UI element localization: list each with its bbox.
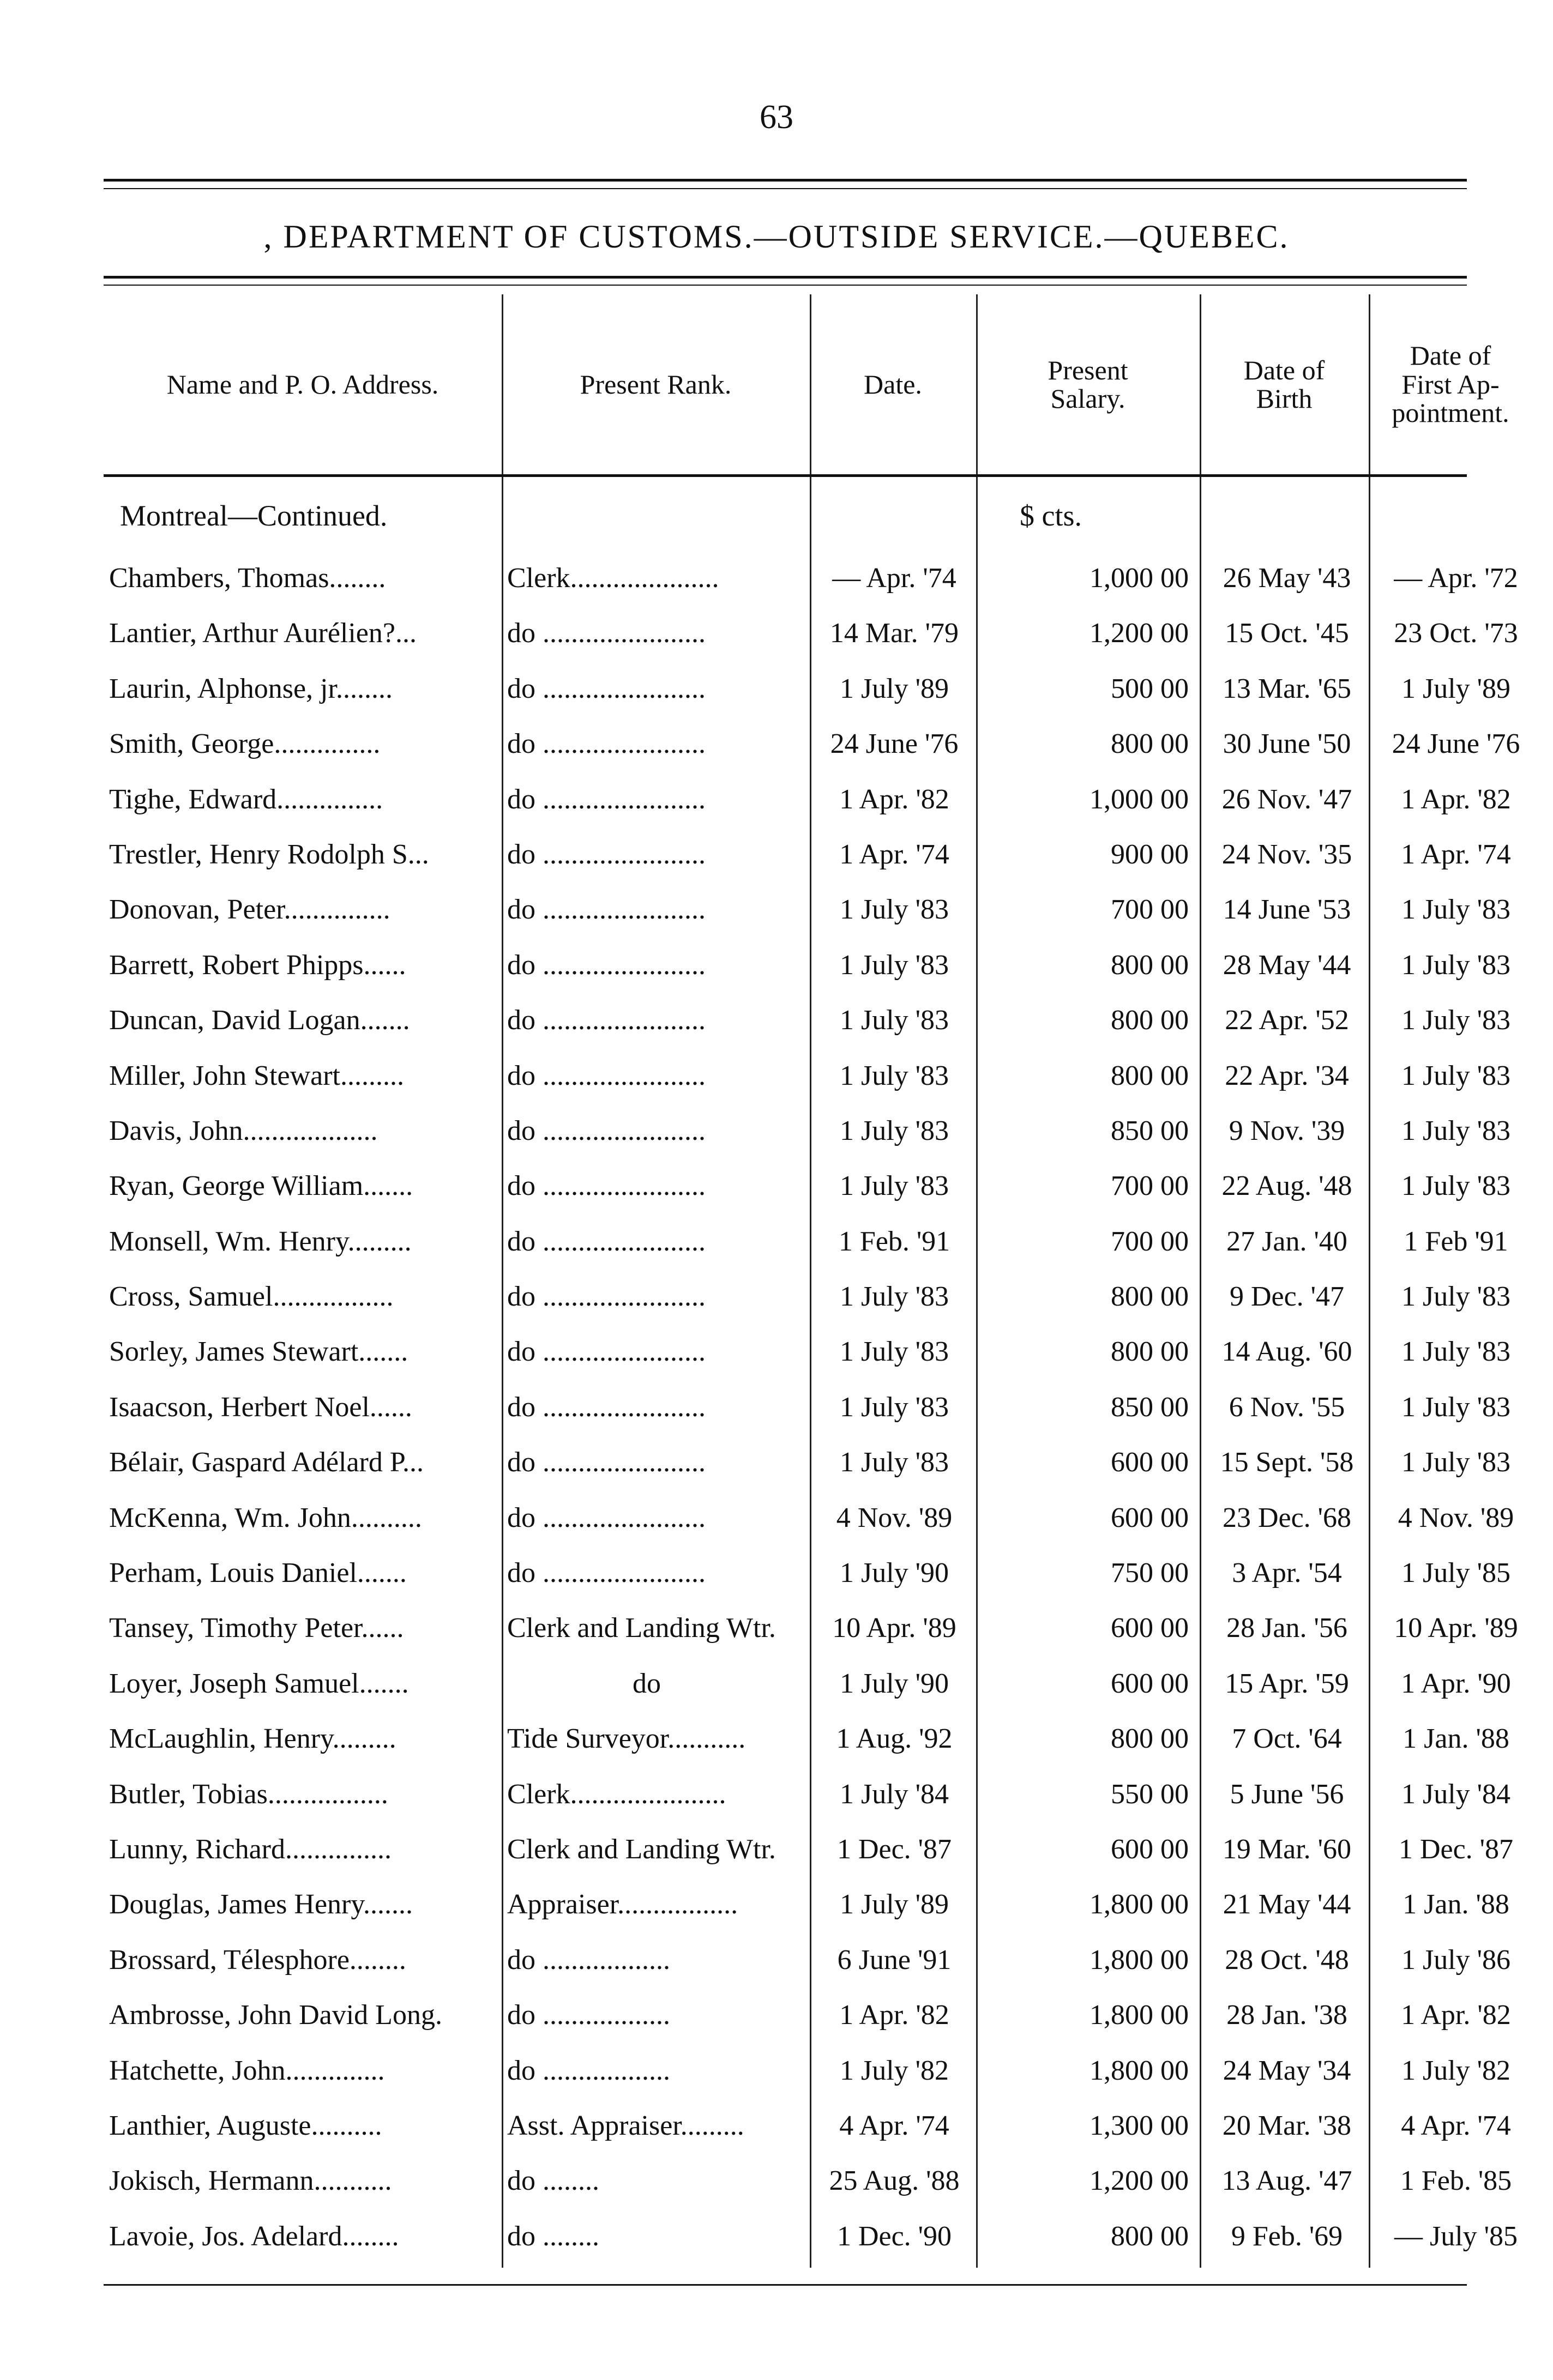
bottom-rule <box>104 2284 1467 2286</box>
cell-name: Tighe, Edward............... <box>109 783 383 815</box>
cell-birth: 20 Mar. '38 <box>1222 2110 1352 2141</box>
section-label: Montreal—Continued. <box>120 499 388 532</box>
cell-rank: Asst. Appraiser......... <box>507 2110 744 2141</box>
table-row <box>104 2153 1512 2208</box>
cell-birth: 28 Jan. '56 <box>1226 1612 1347 1644</box>
cell-birth: 22 Apr. '34 <box>1225 1060 1349 1091</box>
cell-birth: 3 Apr. '54 <box>1232 1557 1342 1589</box>
cell-salary: 800 00 <box>1111 949 1189 981</box>
cell-name: Barrett, Robert Phipps...... <box>109 949 406 981</box>
cell-birth: 26 Nov. '47 <box>1221 783 1352 815</box>
cell-date: 1 July '83 <box>839 1336 949 1368</box>
cell-rank: do ........ <box>507 2165 599 2197</box>
cell-first: 1 Apr. '82 <box>1401 783 1511 815</box>
cell-first: 4 Apr. '74 <box>1401 2110 1511 2141</box>
cell-rank: do .................. <box>507 2055 670 2086</box>
cell-date: 4 Apr. '74 <box>839 2110 949 2141</box>
cell-salary: 1,800 00 <box>1089 1889 1189 1920</box>
cell-rank: do ....................... <box>507 1005 706 1036</box>
cell-salary: 600 00 <box>1111 1668 1189 1699</box>
cell-salary: 700 00 <box>1111 1170 1189 1202</box>
cell-salary: 800 00 <box>1111 1060 1189 1091</box>
cell-rank: do ....................... <box>507 838 706 870</box>
heading-rule <box>104 276 1467 279</box>
cell-salary: 850 00 <box>1111 1391 1189 1423</box>
cell-salary: 1,000 00 <box>1089 783 1189 815</box>
cell-birth: 19 Mar. '60 <box>1222 1833 1352 1865</box>
cell-birth: 13 Mar. '65 <box>1222 673 1352 704</box>
cell-salary: 850 00 <box>1111 1115 1189 1146</box>
table-row <box>104 1324 1511 1379</box>
table-row <box>104 1822 1514 1877</box>
cell-first: 1 Feb. '85 <box>1400 2165 1512 2197</box>
cell-birth: 9 Feb. '69 <box>1231 2220 1343 2252</box>
table-row <box>104 1656 1511 1711</box>
cell-date: 1 Apr. '74 <box>839 838 949 870</box>
table-row <box>104 1435 1511 1490</box>
table-row <box>104 938 1511 993</box>
table-row <box>104 2098 1511 2153</box>
cell-date: 6 June '91 <box>837 1944 952 1976</box>
cell-date: 1 July '89 <box>839 673 949 704</box>
cell-birth: 15 Apr. '59 <box>1225 1668 1349 1699</box>
cell-name: Smith, George............... <box>109 728 381 760</box>
cell-birth: 23 Dec. '68 <box>1222 1502 1352 1533</box>
table-row <box>104 661 1511 716</box>
table-row <box>104 1269 1511 1324</box>
cell-rank: Clerk and Landing Wtr. <box>507 1612 776 1644</box>
table-row <box>104 2043 1511 2098</box>
cell-birth: 30 June '50 <box>1223 728 1351 760</box>
cell-name: Butler, Tobias................. <box>109 1778 388 1810</box>
cell-salary: 800 00 <box>1111 1281 1189 1313</box>
table-row <box>104 772 1511 827</box>
cell-birth: 7 Oct. '64 <box>1232 1723 1342 1755</box>
cell-salary: 800 00 <box>1111 1336 1189 1368</box>
cell-first: 1 July '86 <box>1401 1944 1511 1976</box>
top-rule <box>104 179 1467 182</box>
table-row <box>104 1545 1511 1600</box>
cell-first: 1 July '83 <box>1401 1336 1511 1368</box>
cell-rank: do ....................... <box>507 673 706 704</box>
cell-salary: 700 00 <box>1111 894 1189 926</box>
cell-first: 1 Apr. '82 <box>1401 2000 1511 2031</box>
cell-first: 1 July '83 <box>1401 1281 1511 1313</box>
cell-date: 25 Aug. '88 <box>829 2165 960 2197</box>
cell-rank: Appraiser................. <box>507 1889 738 1920</box>
table-row <box>104 1767 1511 1822</box>
cell-rank: do ....................... <box>507 1060 706 1091</box>
cell-birth: 28 Oct. '48 <box>1225 1944 1349 1976</box>
cell-name: Douglas, James Henry....... <box>109 1889 413 1920</box>
table-row <box>104 1932 1511 1988</box>
cell-name: Miller, John Stewart......... <box>109 1060 404 1091</box>
cell-salary: 500 00 <box>1111 673 1189 704</box>
cell-date: 4 Nov. '89 <box>836 1502 953 1533</box>
table-row <box>104 1877 1509 1932</box>
cell-birth: 24 May '34 <box>1223 2055 1351 2086</box>
cell-date: 14 Mar. '79 <box>829 618 959 649</box>
page-number: 63 <box>760 99 793 136</box>
cell-rank: do <box>633 1668 661 1699</box>
table-row <box>104 993 1511 1048</box>
cell-date: 1 Apr. '82 <box>839 2000 949 2031</box>
table-row <box>104 551 1518 606</box>
table-row <box>104 1048 1511 1103</box>
cell-name: Bélair, Gaspard Adélard P... <box>109 1447 424 1478</box>
cell-name: Ambrosse, John David Long. <box>109 2000 442 2031</box>
cell-first: 1 July '83 <box>1401 1060 1511 1091</box>
cell-date: 1 July '83 <box>839 894 949 926</box>
top-rule-thin <box>104 188 1467 189</box>
cell-first: 1 July '83 <box>1401 1005 1511 1036</box>
cell-name: Perham, Louis Daniel....... <box>109 1557 407 1589</box>
cell-date: 1 July '90 <box>839 1557 949 1589</box>
salary-units: $ cts. <box>1020 499 1082 532</box>
cell-salary: 750 00 <box>1111 1557 1189 1589</box>
cell-salary: 600 00 <box>1111 1612 1189 1644</box>
department-heading: , DEPARTMENT OF CUSTOMS.—OUTSIDE SERVICE.—QUEBEC. <box>263 219 1290 255</box>
cell-rank: Clerk...................... <box>507 1778 726 1810</box>
cell-birth: 24 Nov. '35 <box>1221 838 1352 870</box>
cell-first: 10 Apr. '89 <box>1394 1612 1518 1644</box>
cell-birth: 21 May '44 <box>1223 1889 1351 1920</box>
cell-salary: 550 00 <box>1111 1778 1189 1810</box>
cell-date: — Apr. '74 <box>832 563 956 594</box>
cell-name: Laurin, Alphonse, jr........ <box>109 673 393 704</box>
cell-salary: 800 00 <box>1111 1005 1189 1036</box>
cell-salary: 1,800 00 <box>1089 2000 1189 2031</box>
cell-salary: 600 00 <box>1111 1502 1189 1533</box>
header-date: Date. <box>864 369 922 400</box>
header-rank: Present Rank. <box>580 369 732 400</box>
cell-salary: 1,200 00 <box>1089 618 1189 649</box>
cell-salary: 1,800 00 <box>1089 1944 1189 1976</box>
cell-first: 1 July '83 <box>1401 1170 1511 1202</box>
cell-birth: 28 Jan. '38 <box>1226 2000 1347 2031</box>
cell-date: 1 July '83 <box>839 1115 949 1146</box>
cell-first: 1 Jan. '88 <box>1402 1723 1509 1755</box>
cell-birth: 22 Aug. '48 <box>1221 1170 1352 1202</box>
cell-name: Jokisch, Hermann........... <box>109 2165 392 2197</box>
cell-rank: do ....................... <box>507 1336 706 1368</box>
cell-first: 1 July '83 <box>1401 894 1511 926</box>
cell-rank: do .................. <box>507 2000 670 2031</box>
cell-salary: 700 00 <box>1111 1225 1189 1257</box>
cell-first: 1 July '83 <box>1401 1447 1511 1478</box>
table-row <box>104 606 1518 661</box>
cell-salary: 800 00 <box>1111 2220 1189 2252</box>
cell-first: 1 July '85 <box>1401 1557 1511 1589</box>
table-row <box>104 1600 1518 1656</box>
cell-rank: do ....................... <box>507 949 706 981</box>
cell-birth: 15 Sept. '58 <box>1220 1447 1354 1478</box>
cell-salary: 600 00 <box>1111 1833 1189 1865</box>
cell-birth: 9 Nov. '39 <box>1229 1115 1345 1146</box>
cell-rank: do ....................... <box>507 1281 706 1313</box>
header-first-appointment: Date of First Ap-pointment. <box>1392 340 1509 428</box>
cell-rank: do ....................... <box>507 783 706 815</box>
cell-date: 1 Aug. '92 <box>836 1723 953 1755</box>
cell-first: 1 July '83 <box>1401 1115 1511 1146</box>
cell-first: 1 Apr. '74 <box>1401 838 1511 870</box>
cell-first: — July '85 <box>1394 2220 1518 2252</box>
cell-first: 1 July '83 <box>1401 1391 1511 1423</box>
cell-name: Lantier, Arthur Aurélien?... <box>109 618 417 649</box>
table-row <box>104 1988 1511 2043</box>
cell-rank: do ....................... <box>507 1557 706 1589</box>
table-row <box>104 1214 1508 1269</box>
cell-salary: 800 00 <box>1111 728 1189 760</box>
cell-first: 1 Feb '91 <box>1404 1225 1508 1257</box>
cell-date: 1 July '89 <box>839 1889 949 1920</box>
table-row <box>104 716 1520 771</box>
header-name: Name and P. O. Address. <box>166 369 439 400</box>
cell-name: Hatchette, John.............. <box>109 2055 385 2086</box>
table-body <box>104 551 1520 2264</box>
table-row <box>104 1490 1514 1545</box>
cell-date: 1 July '83 <box>839 1060 949 1091</box>
cell-name: Sorley, James Stewart....... <box>109 1336 408 1368</box>
cell-first: 1 Apr. '90 <box>1401 1668 1511 1699</box>
cell-first: 1 July '83 <box>1401 949 1511 981</box>
table-row <box>104 882 1511 937</box>
cell-rank: do ....................... <box>507 1115 706 1146</box>
cell-first: 24 June '76 <box>1392 728 1520 760</box>
cell-name: Trestler, Henry Rodolph S... <box>109 838 429 870</box>
cell-salary: 900 00 <box>1111 838 1189 870</box>
cell-date: 10 Apr. '89 <box>832 1612 956 1644</box>
header-birth: Date of Birth <box>1243 354 1325 414</box>
cell-name: Chambers, Thomas........ <box>109 563 386 594</box>
cell-rank: do ....................... <box>507 728 706 760</box>
cell-name: Cross, Samuel................. <box>109 1281 394 1313</box>
table-row <box>104 827 1511 882</box>
cell-name: Davis, John................... <box>109 1115 378 1146</box>
cell-rank: do ....................... <box>507 1170 706 1202</box>
cell-birth: 27 Jan. '40 <box>1226 1225 1347 1257</box>
cell-birth: 22 Apr. '52 <box>1225 1005 1349 1036</box>
cell-date: 1 July '83 <box>839 1281 949 1313</box>
table-row <box>104 1711 1509 1766</box>
cell-name: McKenna, Wm. John.......... <box>109 1502 422 1533</box>
cell-rank: Tide Surveyor........... <box>507 1723 746 1755</box>
cell-name: Donovan, Peter............... <box>109 894 390 926</box>
cell-name: Tansey, Timothy Peter...... <box>109 1612 404 1644</box>
cell-date: 1 July '83 <box>839 1170 949 1202</box>
cell-rank: do ....................... <box>507 618 706 649</box>
cell-date: 1 July '83 <box>839 1005 949 1036</box>
cell-birth: 6 Nov. '55 <box>1229 1391 1345 1423</box>
cell-rank: do ....................... <box>507 1391 706 1423</box>
cell-date: 1 July '84 <box>839 1778 949 1810</box>
cell-name: Monsell, Wm. Henry......... <box>109 1225 412 1257</box>
cell-birth: 14 June '53 <box>1223 894 1351 926</box>
cell-salary: 1,200 00 <box>1089 2165 1189 2197</box>
cell-salary: 1,300 00 <box>1089 2110 1189 2141</box>
cell-salary: 800 00 <box>1111 1723 1189 1755</box>
cell-birth: 9 Dec. '47 <box>1229 1281 1345 1313</box>
cell-birth: 28 May '44 <box>1223 949 1351 981</box>
table-row <box>104 1103 1511 1158</box>
cell-rank: Clerk and Landing Wtr. <box>507 1833 776 1865</box>
cell-rank: do ....................... <box>507 1225 706 1257</box>
cell-name: Lavoie, Jos. Adelard........ <box>109 2220 399 2252</box>
cell-name: Brossard, Télesphore........ <box>109 1944 406 1976</box>
cell-name: Loyer, Joseph Samuel....... <box>109 1668 409 1699</box>
cell-rank: do ........ <box>507 2220 599 2252</box>
cell-date: 1 July '83 <box>839 949 949 981</box>
cell-rank: do .................. <box>507 1944 670 1976</box>
cell-date: 1 Apr. '82 <box>839 783 949 815</box>
cell-first: 4 Nov. '89 <box>1398 1502 1514 1533</box>
cell-date: 1 July '82 <box>839 2055 949 2086</box>
cell-name: Duncan, David Logan....... <box>109 1005 410 1036</box>
cell-first: 1 July '89 <box>1401 673 1511 704</box>
cell-salary: 1,000 00 <box>1089 563 1189 594</box>
cell-first: 1 Jan. '88 <box>1402 1889 1509 1920</box>
table-row <box>104 1380 1511 1435</box>
cell-birth: 14 Aug. '60 <box>1221 1336 1352 1368</box>
cell-date: 1 Dec. '87 <box>836 1833 952 1865</box>
header-salary: Present Salary. <box>1048 354 1128 414</box>
cell-name: Ryan, George William....... <box>109 1170 413 1202</box>
cell-birth: 13 Aug. '47 <box>1221 2165 1352 2197</box>
cell-first: 1 July '82 <box>1401 2055 1511 2086</box>
cell-name: Isaacson, Herbert Noel...... <box>109 1391 412 1423</box>
cell-date: 1 Feb. '91 <box>838 1225 950 1257</box>
table-row <box>104 1158 1511 1213</box>
cell-rank: do ....................... <box>507 1502 706 1533</box>
cell-birth: 15 Oct. '45 <box>1225 618 1349 649</box>
cell-salary: 600 00 <box>1111 1447 1189 1478</box>
cell-first: 1 July '84 <box>1401 1778 1511 1810</box>
cell-name: Lanthier, Auguste.......... <box>109 2110 382 2141</box>
cell-rank: do ....................... <box>507 894 706 926</box>
cell-birth: 26 May '43 <box>1223 563 1351 594</box>
cell-salary: 1,800 00 <box>1089 2055 1189 2086</box>
cell-name: Lunny, Richard............... <box>109 1833 392 1865</box>
cell-name: McLaughlin, Henry......... <box>109 1723 396 1755</box>
cell-date: 1 July '83 <box>839 1447 949 1478</box>
header-rule <box>104 474 1467 477</box>
cell-date: 24 June '76 <box>830 728 959 760</box>
cell-first: — Apr. '72 <box>1394 563 1518 594</box>
table-row <box>104 2209 1518 2264</box>
cell-rank: do ....................... <box>507 1447 706 1478</box>
cell-first: 23 Oct. '73 <box>1394 618 1518 649</box>
cell-first: 1 Dec. '87 <box>1398 1833 1514 1865</box>
cell-date: 1 July '90 <box>839 1668 949 1699</box>
cell-date: 1 July '83 <box>839 1391 949 1423</box>
cell-birth: 5 June '56 <box>1230 1778 1344 1810</box>
cell-rank: Clerk..................... <box>507 563 719 594</box>
cell-date: 1 Dec. '90 <box>836 2220 952 2252</box>
heading-rule-thin <box>104 285 1467 286</box>
